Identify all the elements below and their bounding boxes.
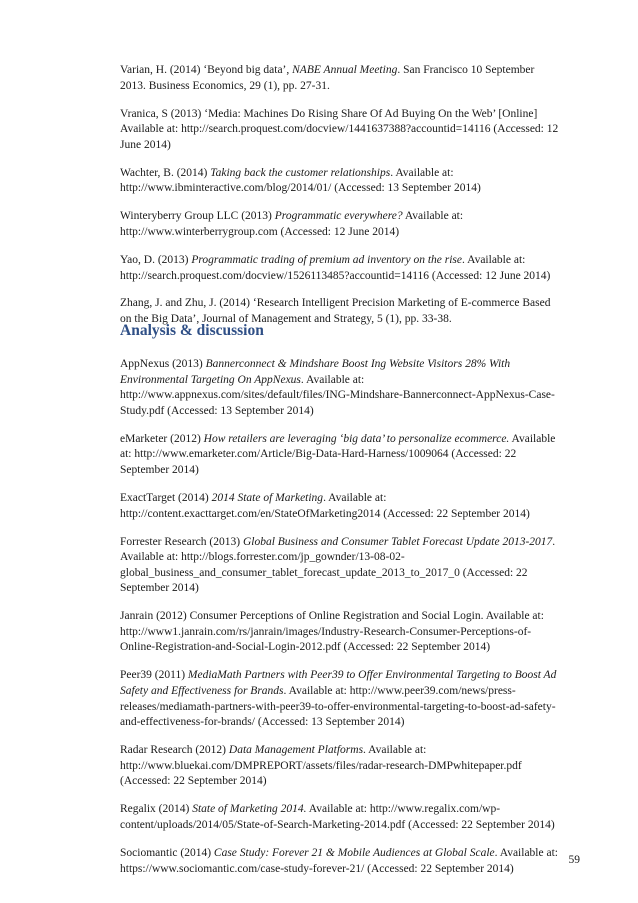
- reference-line: [120, 668, 580, 684]
- reference-title-text: Environmental Targeting On AppNexus: [120, 373, 301, 386]
- reference-text: September 2014): [120, 582, 199, 595]
- reference-text: 2013. Business Economics, 29 (1), pp. 27-31.: [120, 79, 330, 92]
- reference-text: at: http://www.emarketer.com/Article/Big-Data-Hard-Harness/1009064 (Accessed: 22: [120, 448, 517, 461]
- reference-entry: [120, 491, 580, 522]
- reference-list-bottom: [120, 357, 580, 890]
- reference-line: [120, 700, 580, 716]
- reference-title-text: Safety and Effectiveness for Brands: [120, 685, 284, 698]
- reference-line: [120, 138, 580, 154]
- reference-text: Forrester Research (2013): [120, 535, 243, 548]
- reference-title-text: Programmatic everywhere?: [274, 210, 403, 223]
- reference-text: Varian, H. (2014) ‘Beyond big data’,: [120, 64, 293, 76]
- reference-line: [120, 181, 580, 197]
- reference-text: on the Big Data’, Journal of Management and Strategy, 5 (1), pp. 33-38.: [120, 313, 452, 326]
- reference-line: [120, 107, 580, 123]
- reference-title-text: Taking back the customer relationships: [210, 166, 391, 179]
- reference-title-text: Programmatic trading of premium ad inventory on the rise: [191, 253, 463, 266]
- reference-text: ExactTarget (2014): [120, 491, 212, 504]
- reference-text: Winteryberry Group LLC (2013): [120, 210, 275, 223]
- reference-text: Zhang, J. and Zhu, J. (2014) ‘Research Intelligent Precision Marketing of E-commerce Based: [120, 297, 551, 310]
- reference-text: . Available at: http://www.peer39.com/news/press-: [283, 685, 516, 698]
- reference-line: [120, 774, 580, 790]
- reference-line: [120, 743, 580, 759]
- reference-line: [120, 373, 580, 389]
- reference-line: [120, 581, 580, 597]
- reference-text: releases/mediamath-partners-with-peer39-to-offer-environmental-targeting-to-boost-ad-safety-: [120, 700, 556, 713]
- reference-text: http://www.appnexus.com/sites/default/files/ING-Mindshare-Bannerconnect-AppNexus-Case-: [120, 389, 555, 402]
- reference-line: [120, 715, 580, 731]
- reference-line: [120, 846, 580, 862]
- reference-text: http://www.bluekai.com/DMPREPORT/assets/files/radar-research-DMPwhitepaper.pdf: [120, 759, 522, 772]
- reference-line: [120, 491, 580, 507]
- reference-entry: [120, 432, 580, 479]
- reference-entry: [120, 846, 580, 877]
- reference-text: June 2014): [120, 138, 171, 151]
- reference-text: . Available at:: [323, 491, 387, 504]
- reference-text: Sociomantic (2014): [120, 846, 214, 859]
- reference-title-text: State of Marketing 2014.: [192, 803, 307, 816]
- reference-text: and-effectiveness-for-brands/ (Accessed: 13 September 2014): [120, 716, 405, 729]
- section-heading: Analysis & discussion: [120, 322, 264, 339]
- reference-text: AppNexus (2013): [120, 358, 206, 370]
- reference-line: [120, 640, 580, 656]
- reference-line: [120, 166, 580, 182]
- reference-line: [120, 507, 580, 523]
- reference-line: [120, 818, 580, 834]
- reference-text: . Available at:: [300, 373, 365, 386]
- reference-title-text: NABE Annual Meeting: [292, 64, 398, 76]
- reference-line: [120, 862, 580, 878]
- reference-text: . Available at:: [494, 846, 558, 859]
- reference-entry: [120, 668, 580, 730]
- reference-text: (Accessed: 22 September 2014): [120, 775, 267, 788]
- reference-title-text: 2014 State of Marketing: [211, 491, 324, 504]
- reference-text: . Available at:: [462, 253, 526, 266]
- reference-text: Wachter, B. (2014): [120, 166, 211, 179]
- reference-text: Available at: http://www.regalix.com/wp-: [306, 803, 501, 816]
- reference-list-top: [120, 63, 580, 340]
- reference-text: Available: [509, 432, 556, 445]
- reference-line: [120, 209, 580, 225]
- reference-entry: [120, 253, 580, 284]
- reference-text: eMarketer (2012): [120, 432, 204, 445]
- reference-text: . San Francisco 10 September: [397, 64, 535, 76]
- reference-text: Yao, D. (2013): [120, 253, 192, 266]
- reference-line: [120, 388, 580, 404]
- reference-entry: [120, 166, 580, 197]
- reference-line: [120, 432, 580, 448]
- reference-line: [120, 759, 580, 775]
- reference-text: September 2014): [120, 463, 199, 476]
- reference-text: Vranica, S (2013) ‘Media: Machines Do Rising Share Of Ad Buying On the Web’ [Online]: [120, 107, 538, 120]
- reference-text: http://www.winterberrygroup.com (Accessed: 12 June 2014): [120, 225, 400, 238]
- reference-entry: [120, 802, 580, 833]
- reference-title-text: Case Study: Forever 21 & Mobile Audiences at Global Scale: [213, 846, 495, 859]
- reference-entry: [120, 609, 580, 656]
- page-number: 59: [568, 854, 580, 866]
- reference-line: [120, 122, 580, 138]
- reference-text: Available at: http://search.proquest.com/docview/1441637388?accountid=14116 (Accessed: 12: [120, 123, 559, 136]
- reference-line: [120, 296, 580, 312]
- reference-line: [120, 253, 580, 269]
- reference-text: .: [552, 535, 556, 548]
- reference-title-text: MediaMath Partners with Peer39 to Offer Environmental Targeting to Boost Ad: [187, 669, 557, 682]
- reference-line: [120, 550, 580, 566]
- reference-title-text: Global Business and Consumer Tablet Forecast Update 2013-2017: [242, 535, 553, 548]
- reference-line: [120, 79, 580, 95]
- reference-text: . Available at:: [363, 744, 427, 757]
- reference-text: Available at: http://blogs.forrester.com/jp_gownder/13-08-02-: [120, 551, 405, 564]
- reference-text: Regalix (2014): [120, 803, 193, 816]
- reference-text: http://search.proquest.com/docview/1526113485?accountid=14116 (Accessed: 12 June 2014): [120, 269, 551, 282]
- reference-text: Peer39 (2011): [120, 669, 188, 682]
- reference-text: Study.pdf (Accessed: 13 September 2014): [120, 404, 314, 417]
- reference-entry: [120, 107, 580, 154]
- reference-line: [120, 63, 580, 79]
- reference-text: content/uploads/2014/05/State-of-Search-Marketing-2014.pdf (Accessed: 22 September 2014): [120, 818, 555, 831]
- reference-text: https://www.sociomantic.com/case-study-forever-21/ (Accessed: 22 September 2014): [120, 862, 514, 875]
- reference-line: [120, 404, 580, 420]
- reference-line: [120, 269, 580, 285]
- reference-entry: [120, 357, 580, 419]
- reference-text: global_business_and_consumer_tablet_forecast_update_2013_to_2017_0 (Accessed: 22: [120, 566, 528, 579]
- reference-text: Radar Research (2012): [120, 744, 229, 757]
- reference-text: http://www1.janrain.com/rs/janrain/images/Industry-Research-Consumer-Perceptions-of-: [120, 625, 532, 638]
- reference-text: Janrain (2012) Consumer Perceptions of Online Registration and Social Login. Available at:: [120, 610, 544, 623]
- reference-line: [120, 463, 580, 479]
- reference-title-text: Bannerconnect & Mindshare Boost Ing Website Visitors 28% With: [205, 358, 511, 370]
- reference-entry: [120, 63, 580, 94]
- reference-line: [120, 609, 580, 625]
- reference-text: http://www.ibminteractive.com/blog/2014/01/ (Accessed: 13 September 2014): [120, 182, 481, 195]
- reference-entry: [120, 535, 580, 597]
- reference-line: [120, 225, 580, 241]
- reference-entry: [120, 209, 580, 240]
- reference-title-text: Data Management Platforms: [228, 744, 364, 757]
- reference-line: [120, 535, 580, 551]
- reference-entry: [120, 743, 580, 790]
- reference-line: [120, 625, 580, 641]
- reference-text: Available at:: [402, 210, 464, 223]
- reference-title-text: How retailers are leveraging ‘big data’ to personalize ecommerce.: [203, 432, 510, 445]
- reference-line: [120, 447, 580, 463]
- reference-line: [120, 802, 580, 818]
- reference-line: [120, 684, 580, 700]
- reference-text: . Available at:: [390, 166, 454, 179]
- reference-line: [120, 566, 580, 582]
- reference-text: http://content.exacttarget.com/en/StateOfMarketing2014 (Accessed: 22 September 2014): [120, 507, 530, 520]
- reference-text: Online-Registration-and-Social-Login-2012.pdf (Accessed: 22 September 2014): [120, 641, 491, 654]
- reference-line: [120, 357, 580, 373]
